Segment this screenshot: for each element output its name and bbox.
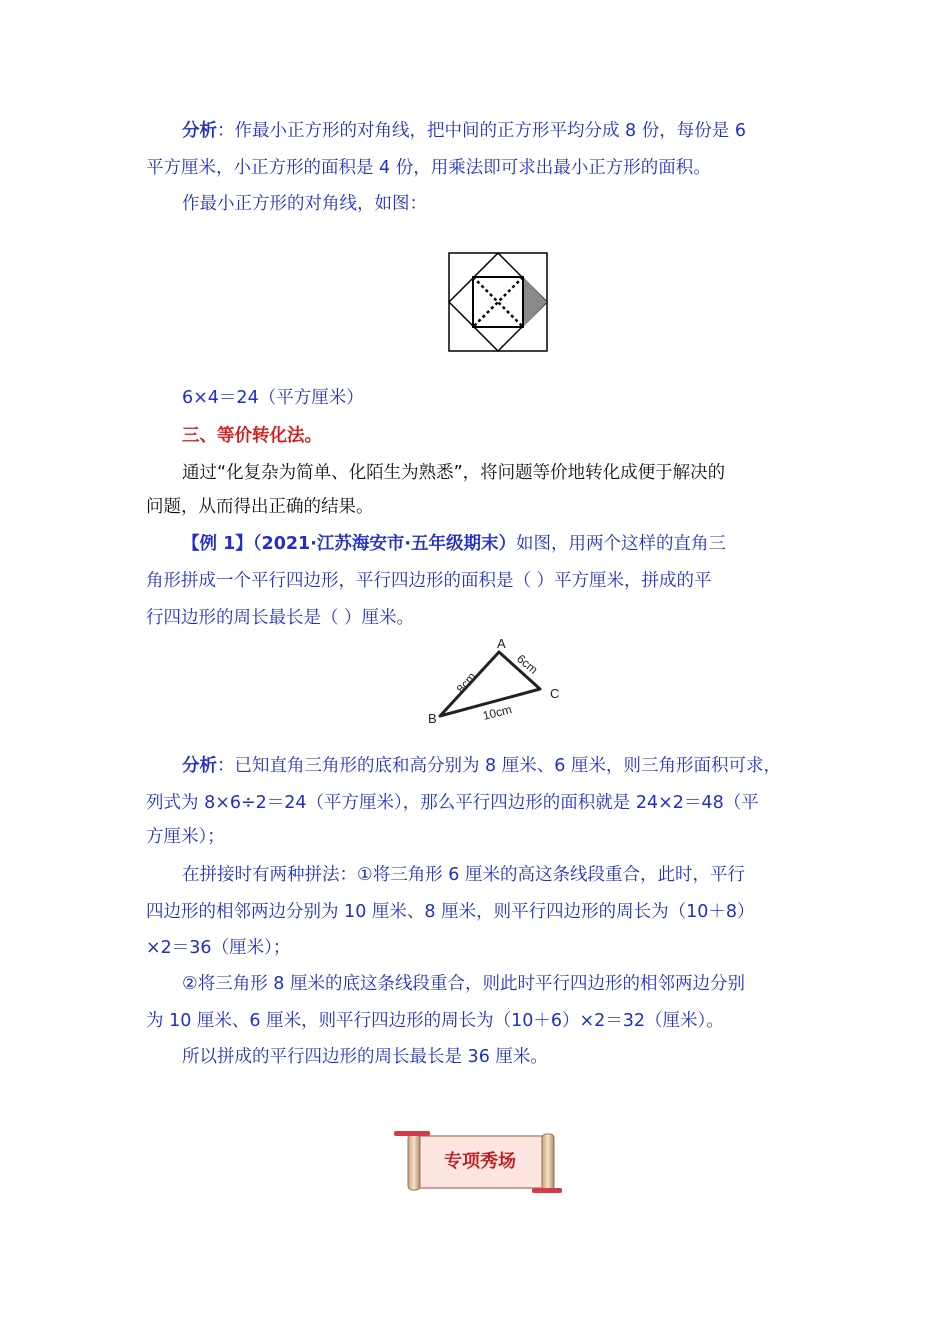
figure-intro: 作最小正方形的对角线，如图： (182, 194, 427, 214)
section-heading: 三、等价转化法。 (182, 426, 322, 446)
side-bc-label: 10cm (481, 702, 514, 723)
side-ab-label: 8cm (453, 669, 479, 696)
scroll-roll-right (542, 1134, 554, 1190)
vertex-b-label: B (428, 711, 437, 726)
analysis-line: ×2＝36（厘米）； (146, 938, 291, 958)
banner-title: 专项秀场 (444, 1151, 516, 1172)
analysis-line: 为 10 厘米、6 厘米，则平行四边形的周长为（10＋6）×2＝32（厘米）。 (146, 1011, 724, 1031)
intro-line: 通过“化复杂为简单、化陌生为熟悉”，将问题等价地转化成便于解决的 (182, 463, 726, 483)
example-line: 角形拼成一个平行四边形，平行四边形的面积是（ ）平方厘米，拼成的平 (146, 571, 712, 591)
analysis-label: 分析 (182, 121, 217, 141)
scroll-roll-left (408, 1134, 420, 1190)
analysis-line: ：作最小正方形的对角线，把中间的正方形平均分成 8 份，每份是 6 (217, 121, 746, 141)
side-ac-label: 6cm (514, 651, 541, 677)
result-line: 6×4＝24（平方厘米） (182, 388, 364, 408)
example-line: 行四边形的周长最长是（ ）厘米。 (146, 608, 415, 628)
analysis-line: 列式为 8×6÷2＝24（平方厘米），那么平行四边形的面积就是 24×2＝48（平 (146, 793, 759, 813)
analysis-line: 方厘米）； (146, 827, 225, 847)
analysis-line: ：已知直角三角形的底和高分别为 8 厘米、6 厘米，则三角形面积可求， (217, 756, 781, 776)
example-line: 如图，用两个这样的直角三 (516, 534, 727, 554)
nested-squares-figure (448, 252, 548, 352)
intro-line: 问题，从而得出正确的结果。 (146, 497, 374, 517)
example-label: 【例 1】（2021·江苏海安市·五年级期末） (182, 534, 517, 554)
vertex-c-label: C (550, 686, 560, 701)
scroll-rod (394, 1131, 430, 1136)
scroll-banner (392, 1128, 564, 1196)
analysis-line: ②将三角形 8 厘米的底这条线段重合，则此时平行四边形的相邻两边分别 (182, 974, 745, 994)
scroll-rod (532, 1188, 562, 1193)
analysis-paragraph-1 (182, 120, 746, 142)
right-triangle-figure (420, 636, 570, 728)
analysis-line: 四边形的相邻两边分别为 10 厘米、8 厘米，则平行四边形的周长为（10＋8） (146, 902, 755, 922)
analysis-paragraph-2 (182, 755, 781, 777)
example-paragraph (182, 533, 726, 555)
vertex-a-label: A (497, 636, 506, 651)
analysis-line: 所以拼成的平行四边形的周长最长是 36 厘米。 (182, 1047, 548, 1067)
analysis-line: 平方厘米，小正方形的面积是 4 份，用乘法即可求出最小正方形的面积。 (146, 158, 711, 178)
analysis-label: 分析 (182, 756, 217, 776)
analysis-line: 在拼接时有两种拼法：①将三角形 6 厘米的高这条线段重合，此时，平行 (182, 865, 745, 885)
